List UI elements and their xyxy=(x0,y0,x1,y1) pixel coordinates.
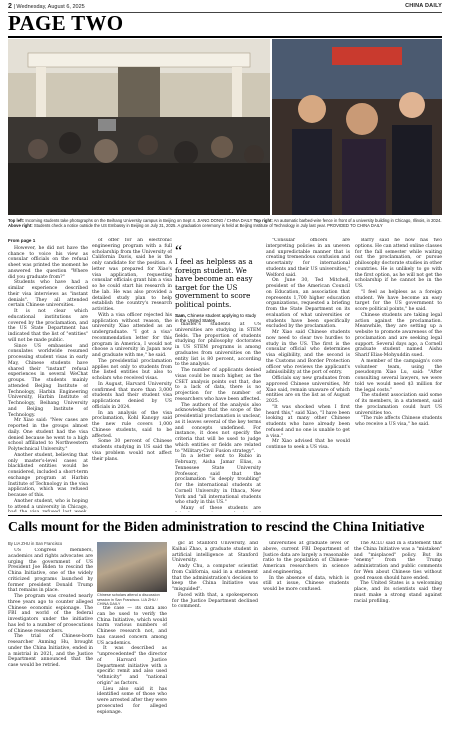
second-photo-caption: Chinese scholars attend a discussion session in San Francisco. LIA ZHU / CHINA DAILY xyxy=(97,593,160,607)
caption-label: Top left: xyxy=(8,218,25,223)
kicker: From page 1 xyxy=(8,238,36,243)
lead-column-3 xyxy=(175,322,261,512)
second-column-2 xyxy=(97,606,167,744)
lead-column-4 xyxy=(266,238,350,512)
caption-text: An automatic barbed-wire fence in front of a university building in Chicago, Illinois, in 2024. xyxy=(273,218,442,223)
paragraph: of offer for an electronic engineering program with a full scholarship from the University of California Davis, said he is the only candidate for the position. A letter was prepared for Xiao's visa application, requesting consular officials grant him a visa so he could start his research in the lab. He was also provided a detailed study plan to help establish the country's research activities. xyxy=(92,238,172,312)
second-photo xyxy=(97,542,167,592)
paragraph: Andy Chu, a computer scientist from California, said in a statement that the administration's decision to keep the China Initiative was "misguided". xyxy=(172,564,258,592)
paragraph: The number of applicants denied visas could be much higher, as the CSET analysis points out that, due to a lack of data, there is no projection for the number of researchers who have been affected. xyxy=(175,368,261,402)
paragraph: The authors of the analysis also acknowledge that the scope of the presidential proclamation is unclear, as it leaves several of the key terms and concepts undefined. For instance, it does not specify the criteria that will be used to judge which entities or fields are related to "Military-Civil Fusion strategy". xyxy=(175,402,261,454)
lead-column-5 xyxy=(355,238,442,512)
paragraph: Mr Xiao advised that he would continue to seek a US visa. xyxy=(266,439,350,450)
paragraph: However, he did not have the chance to voice his view as consular officials on the refusal sheet was printed the moment he answered the question "Where did you graduate from?" xyxy=(8,245,88,280)
section-title: PAGE TWO xyxy=(8,11,124,35)
caption-text: Incoming students take photographs on the Beihang University campus in Beijing on Sept 4. JIANG DONG / CHINA DAILY xyxy=(25,218,253,223)
paragraph: "The rule affects Chinese students who receive a US visa," he said. xyxy=(355,416,442,427)
paragraph: US Congress members, academics and rights advocates are urging the government of US President Joe Biden to rescind the China Initiative, one of the widely criticized programs launched by former president Donald Trump that remains in place. xyxy=(8,548,93,594)
caption-label: Top right: xyxy=(253,218,273,223)
paragraph: The trial of Chinese-born researcher Anming Hu, brought under the China Initiative, ended in a mistrial in 2021, and the Justice Department announced that the case would be retried. xyxy=(8,634,93,668)
pull-quote-name: Sam, xyxy=(175,312,186,318)
pull-quote xyxy=(175,243,261,324)
paragraph: Many of these students are xyxy=(181,506,261,511)
paragraph: The program was created nearly three years ago to counter alleged Chinese economic espionage. The FBI and world of the federal investigators under the initiative has led to a number of prosecutions of Chinese researchers. xyxy=(8,594,93,634)
page-number: 2 xyxy=(8,3,12,10)
caption-text: A graduation ceremony is held at Beijing Institute of Technology in July last year. PROVIDED TO CHINA DAILY xyxy=(177,223,383,229)
second-column-5 xyxy=(354,541,442,744)
paragraph: The presidential proclamation applies not only to students from the listed entities but also to scholars who received visas. xyxy=(92,358,172,381)
lead-column-1 xyxy=(8,238,88,512)
paragraph: Another student, believing that only master's-level cases at blacklisted entities would be considered, included a short-term exchange program at Harbin Institute of Technology in the visa application, which was refused because of this. xyxy=(8,452,88,498)
second-column-4 xyxy=(263,541,349,744)
paragraph: "I feel as helpless as a foreign student. We have become an easy target for the US government to score political points," he said. xyxy=(355,289,442,312)
paragraph: Some 30 percent of Chinese students studying in US said the visa problem would not affect their plans. xyxy=(92,439,172,462)
second-column-3 xyxy=(172,541,258,744)
caption-text: Students check a notice outside the US Embassy in Beijing on July 31, 2025. xyxy=(33,223,177,229)
paragraph: The United States is a welcoming place, and its scientists said they must make a strong stand against racial profiling. xyxy=(354,581,442,604)
paragraph: In the absence of data, which is still at issue, Chinese students would be more confused. xyxy=(263,575,349,592)
second-column-1 xyxy=(8,548,93,744)
paragraph: "Consular officers are interpreting policies in an uneven and unpredictable manner that is creating tremendous confusion and uncertainty for international students and their US universities," Welford said. xyxy=(266,238,350,278)
paragraph: The ACLU said in a statement that the China Initiative was a "mistaken" and "misplaced" policy. But its "enemy" from the Trump administration and public comments for Wen about Chinese ties without good reason should have ended. xyxy=(354,541,442,581)
byline: By LIA ZHU in San Francisco xyxy=(8,541,63,546)
pull-quote-role: Chinese student applying to study in the United States xyxy=(175,312,257,324)
lead-photo-campus xyxy=(8,39,270,215)
paragraph: gic at Stanford University, and Kaihai Zhao, a graduate student in artificial intelligence at Stanford University. xyxy=(172,541,258,564)
paragraph: Another student, who is hoping to attend a university in Chicago, xyxy=(8,498,88,510)
divider xyxy=(8,36,442,38)
paragraph: In a letter sent to Rubio in February, Aisha Jamar Elias, a Tennessee State University Professor, said that the proclamation "is deeply troubling" for the international students at Cornell University in Ithaca, New York and "all international students who study in this US." xyxy=(175,454,261,506)
quote-mark-icon: “ xyxy=(175,243,183,260)
paragraph: It was described as "unprecedented" the director of Harvard Justice Department initiative with a specific remit and also used "ethnicity" and "national origin" as factors. xyxy=(97,646,167,686)
divider xyxy=(8,515,442,516)
paragraph: In August, Harvard University confirmed that more than 3,000 students had their student visa applications denied by US officials in 2024. xyxy=(92,381,172,410)
paragraph: the case — its data also can be used to verify the China Initiative, which would harm various numbers of Chinese research not, and has caused concern among US academics. xyxy=(97,606,167,646)
paragraph: Students who have had a similar experience described their visa interviews as "instant denials". They all attended certain Chinese universities. xyxy=(8,280,88,309)
graduation-illustration xyxy=(272,39,442,215)
paragraph: It is not clear which educational institutions are covered by the proclamation, and the US State Department has indicated that the list of "entities" will not be made public. xyxy=(8,309,88,343)
paragraph: Chinese students are taking legal action against the proclamation. Meanwhile, they are setting up a website to promote awareness of the proclamation and are seeking legal support. Several days ago, a Cornell graduate student named Aishu Sharif Elias-Mohyuddin sued. xyxy=(355,312,442,358)
paragraph: master's students at US universities are studying in STEM fields. The proportion of students studying for philosophy doctorates in US STEM programs is among graduates from universities on the entity list is 80 percent, according to the analysis. xyxy=(175,322,261,368)
lead-column-2 xyxy=(92,238,172,512)
paragraph: Since US embassies and consulates worldwide resumed processing student visas in early May, Chinese students have shared their "instant" refusal experiences in several WeChat groups. The students mainly attended Beijing Institute of Technology, Harbin Engineering University, Harbin Institute of Technology, Beihang University and Beijing Institute of Technology. xyxy=(8,343,88,418)
paragraph: Faced with that, a spokesperson for the Justice Department declined to comment. xyxy=(172,592,258,610)
photo-caption xyxy=(8,218,442,228)
paragraph: A member of the campaign's core volunteer team, using the pseudonym Xiao Lu, said: "After consulting several lawyers, we were told we would need $3 million for the legal costs." xyxy=(355,358,442,393)
paragraph: With a visa officer rejected his application without reason, the university Xiao attended as an undergraduate. "I got a visa" recommendation letter for this program in America, I would not choose a university in Japan now and graduate with me," he said. xyxy=(92,312,172,358)
caption-label: Above right: xyxy=(8,223,33,229)
issue-date: | Wednesday, August 6, 2025 xyxy=(13,4,85,10)
paragraph: Mr Xiao said Chinese students now need to clear two hurdles to study in the US. The first is the consular official who determines visa eligibility, and the second is the Customs and Border Protection officer who reviews the applicant's admissibility at the port of entry. xyxy=(266,330,350,376)
lead-photo-graduation xyxy=(272,39,442,215)
paragraph: Lieu also said it has identified some of those who were arrested after they were prosecuted for alleged espionage. xyxy=(97,686,167,715)
campus-gate-illustration xyxy=(8,39,270,215)
paragraph: "It was shocked when I first heard this," said Xiao, "I have been looking at many other Chinese students who have already been refused and no one is unable to get a visa." xyxy=(266,404,350,439)
paragraph: Mr Xiao said: "New cases are reported in the groups almost daily. One student had the visa denied because he went to a high school affiliated to Northwestern Polytechnical University." xyxy=(8,418,88,452)
paragraph: In an analysis of the visa proclamation, Kohl Kanopy said the new rule covers 1,000 Chinese students, said to be affected. xyxy=(92,410,172,439)
paragraph: The student association said some of its members, in a statement, said the proclamation could hurt US universities too. xyxy=(355,393,442,416)
pull-quote-text: I feel as helpless as a foreign student. We have become an easy target for the US government to score political points. xyxy=(175,257,253,309)
second-headline: Calls mount for the Biden administration to rescind the China Initiative xyxy=(8,519,425,534)
paragraph: On June 30, Ted Mitchell, president of the American Council on Education, an association that represents 1,700 higher education organizations, requested a briefing from the State Department on its evaluation of what universities or students have been specifically excluded by the proclamation. xyxy=(266,278,350,330)
paragraph: universities at graduate level or above, current FBI Department of Justice data are largely a reasonable ratio to the population of Chinese-American researchers in science and engineering. xyxy=(263,541,349,575)
publication-name: CHINA DAILY xyxy=(405,3,442,9)
paragraph: Officials say new graduates from approved Chinese universities, Mr Xiao said, remain unaware of which entities are on the list as of August 2025. xyxy=(266,376,350,404)
paragraph: Barry said he now has two options. He can attend online classes for the fall semester while waiting out the proclamation, or pursue philosophy doctorate studies in other countries. He is unlikely to go with the first option, as he will not get the scholarship if he cannot be in the US. xyxy=(355,238,442,289)
